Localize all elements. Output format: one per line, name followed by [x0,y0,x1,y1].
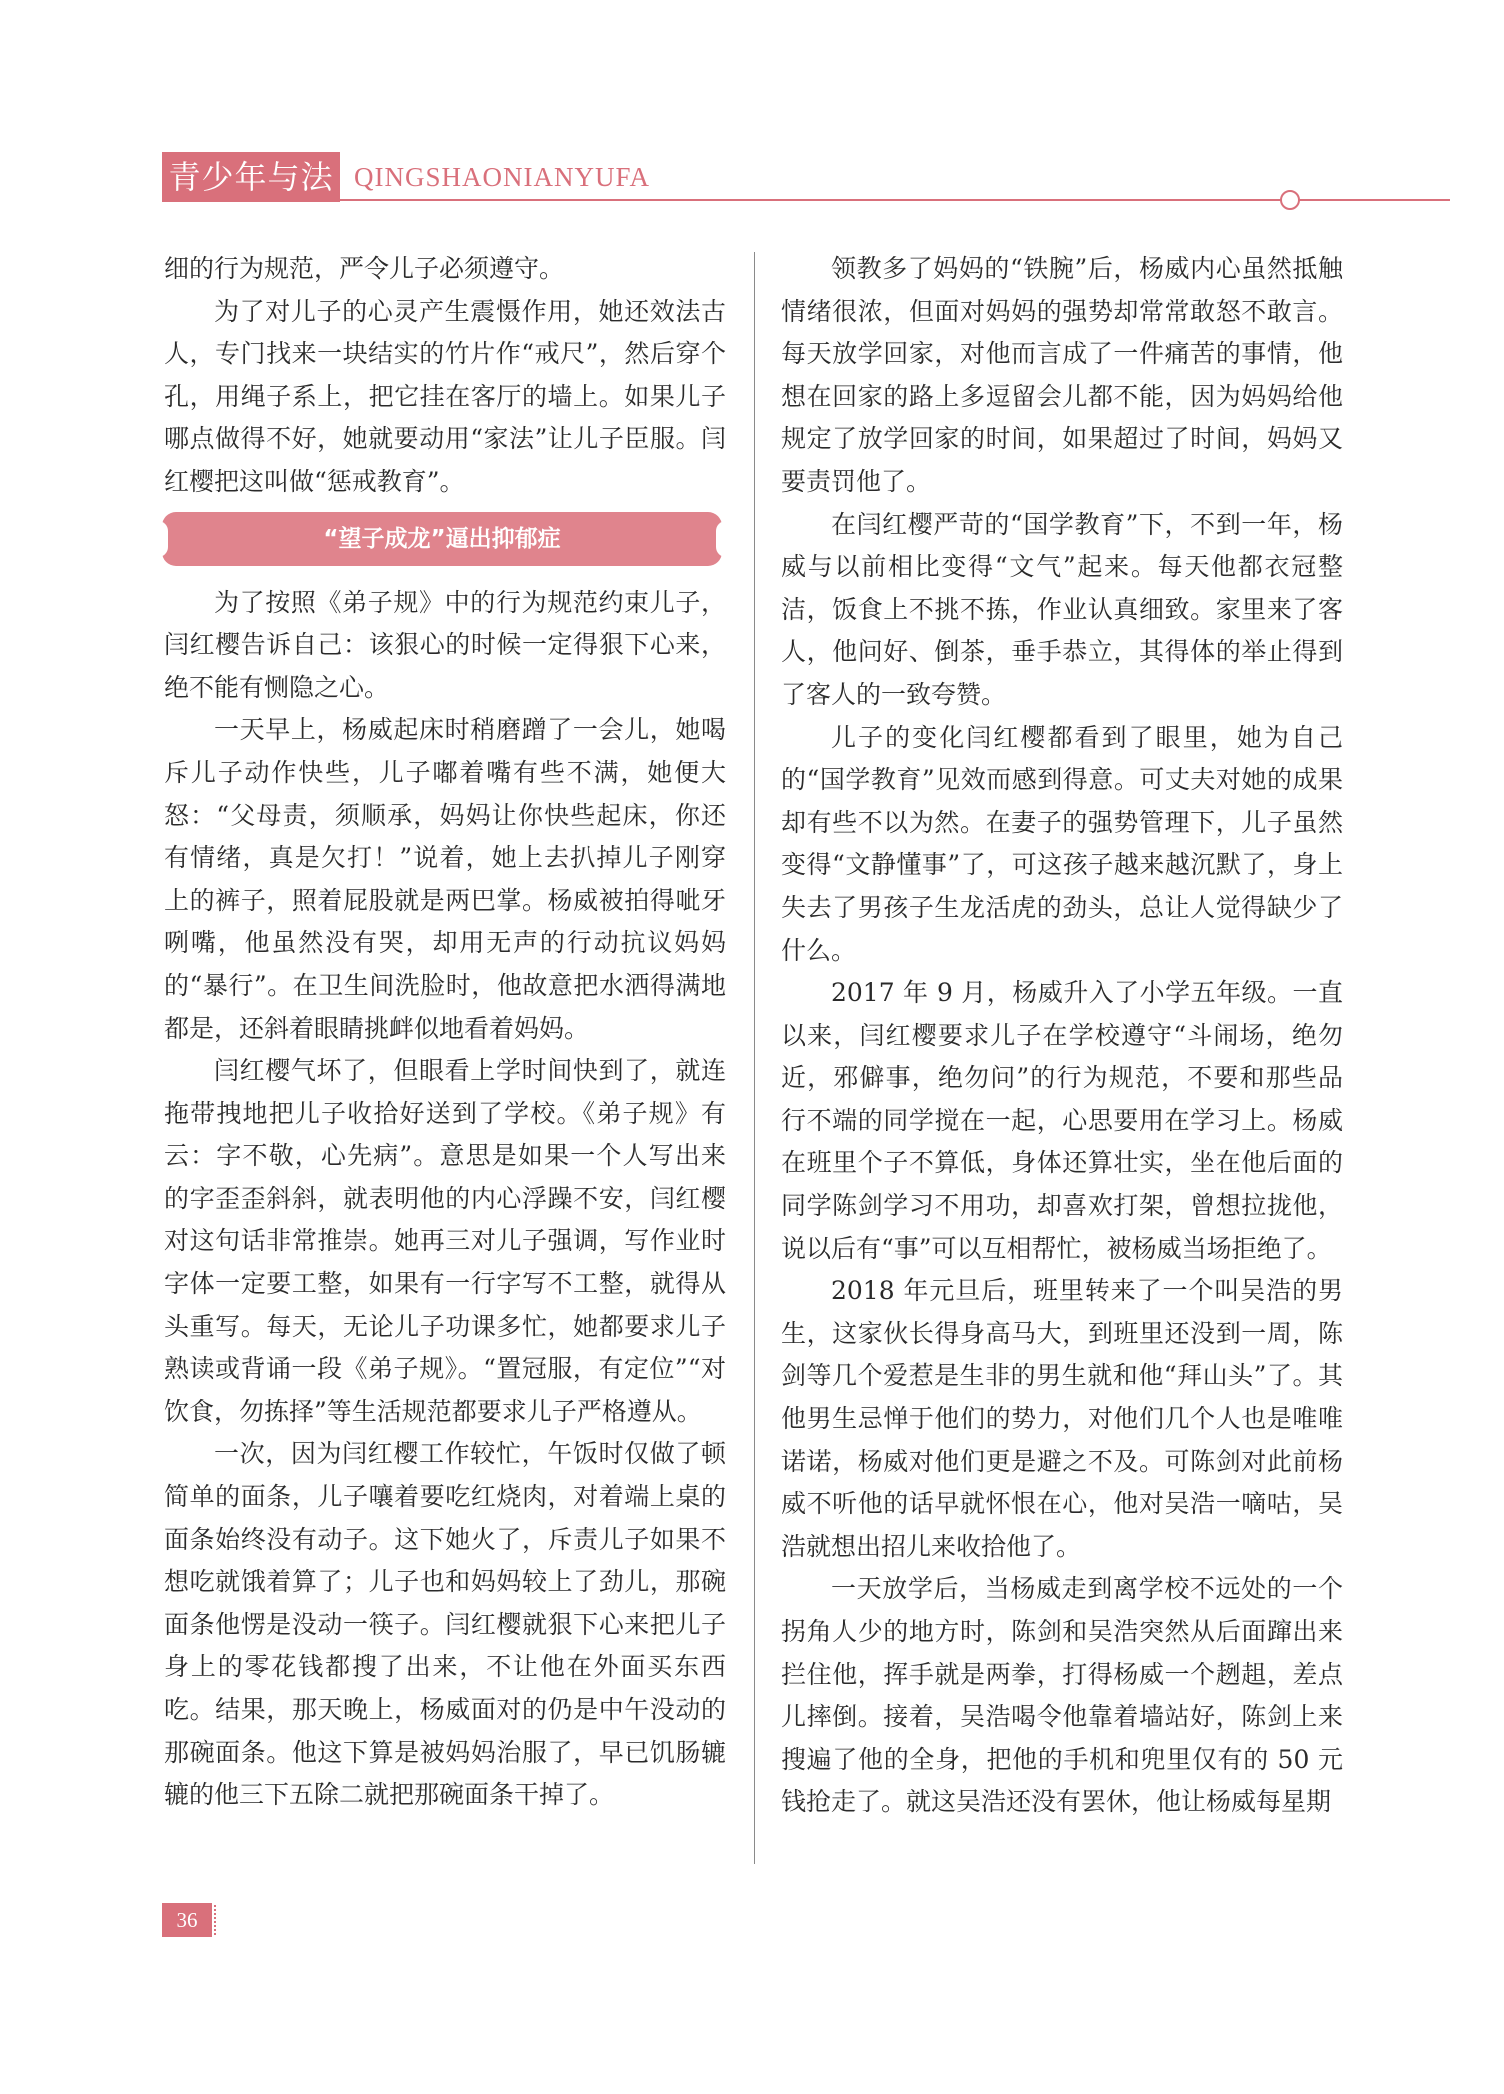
left-column [164,248,726,1817]
paragraph: 儿子的变化闫红樱都看到了眼里，她为自己的“国学教育”见效而感到得意。可丈夫对她的成果却有些不以为然。在妻子的强势管理下，儿子虽然变得“文静懂事”了，可这孩子越来越沉默了，身上失去了男孩子生龙活虎的劲头，总让人觉得缺少了什么。 [781,722,1343,965]
section-heading: “望子成龙”逼出抑郁症 [162,512,722,566]
paragraph: 为了按照《弟子规》中的行为规范约束儿子，闫红樱告诉自己：该狠心的时候一定得狠下心来，绝不能有恻隐之心。 [164,587,726,702]
paragraph: 一天放学后，当杨威走到离学校不远处的一个拐角人少的地方时，陈剑和吴浩突然从后面蹿出来拦住他，挥手就是两拳，打得杨威一个趔趄，差点儿摔倒。接着，吴浩喝令他靠着墙站好，陈剑上来搜遍了他的全身，把他的手机和兜里仅有的 50 元钱抢走了。就这吴浩还没有罢休，他让杨威每星期 [781,1574,1343,1817]
paragraph: 2018 年元旦后，班里转来了一个叫吴浩的男生，这家伙长得身高马大，到班里还没到一周，陈剑等几个爱惹是生非的男生就和他“拜山头”了。其他男生忌惮于他们的势力，对他们几个人也是唯唯诺诺，杨威对他们更是避之不及。可陈剑对此前杨威不听他的话早就怀恨在心，他对吴浩一嘀咕，吴浩就想出招儿来收拾他了。 [781,1276,1343,1561]
header-subtitle: QINGSHAONIANYUFA [354,162,650,192]
page-number-ornament [214,1905,220,1935]
page-number: 36 [162,1903,212,1937]
column-divider [754,252,755,1864]
paragraph: 为了对儿子的心灵产生震慑作用，她还效法古人，专门找来一块结实的竹片作“戒尺”，然后穿个孔，用绳子系上，把它挂在客厅的墙上。如果儿子哪点做得不好，她就要动用“家法”让儿子臣服。闫红樱把这叫做“惩戒教育”。 [164,296,726,496]
page-header [162,152,1302,212]
header-circle-ornament [1280,190,1300,210]
paragraph: 一次，因为闫红樱工作较忙，午饭时仅做了顿简单的面条，儿子嚷着要吃红烧肉，对着端上桌的面条始终没有动子。这下她火了，斥责儿子如果不想吃就饿着算了；儿子也和妈妈较上了劲儿，那碗面条他愣是没动一筷子。闫红樱就狠下心来把儿子身上的零花钱都搜了出来，不让他在外面买东西吃。结果，那天晚上，杨威面对的仍是中午没动的那碗面条。他这下算是被妈妈治服了，早已饥肠辘辘的他三下五除二就把那碗面条干掉了。 [164,1439,726,1810]
right-column [781,248,1343,1824]
paragraph: 在闫红樱严苛的“国学教育”下，不到一年，杨威与以前相比变得“文气”起来。每天他都衣冠整洁，饭食上不挑不拣，作业认真细致。家里来了客人，他问好、倒茶，垂手恭立，其得体的举止得到了客人的一致夸赞。 [781,509,1343,709]
paragraph: 领教多了妈妈的“铁腕”后，杨威内心虽然抵触情绪很浓，但面对妈妈的强势却常常敢怒不敢言。每天放学回家，对他而言成了一件痛苦的事情，他想在回家的路上多逗留会儿都不能，因为妈妈给他规定了放学回家的时间，如果超过了时间，妈妈又要责罚他了。 [781,254,1343,496]
paragraph: 2017 年 9 月，杨威升入了小学五年级。一直以来，闫红樱要求儿子在学校遵守“斗闹场，绝勿近，邪僻事，绝勿问”的行为规范，不要和那些品行不端的同学搅在一起，心思要用在学习上。杨威在班里个子不算低，身体还算壮实，坐在他后面的同学陈剑学习不用功，却喜欢打架，曾想拉拢他，说以后有“事”可以互相帮忙，被杨威当场拒绝了。 [781,978,1343,1263]
paragraph: 细的行为规范，严令儿子必须遵守。 [164,254,565,283]
paragraph: 闫红樱气坏了，但眼看上学时间快到了，就连拖带拽地把儿子收拾好送到了学校。《弟子规》有云：字不敬，心先病”。意思是如果一个人写出来的字歪歪斜斜，就表明他的内心浮躁不安，闫红樱对这句话非常推崇。她再三对儿子强调，写作业时字体一定要工整，如果有一行字写不工整，就得从头重写。每天，无论儿子功课多忙，她都要求儿子熟读或背诵一段《弟子规》。“置冠服，有定位”“对饮食，勿拣择”等生活规范都要求儿子严格遵从。 [164,1056,726,1426]
header-title: 青少年与法 [162,152,340,202]
paragraph: 一天早上，杨威起床时稍磨蹭了一会儿，她喝斥儿子动作快些，儿子嘟着嘴有些不满，她便大怒：“父母责，须顺承，妈妈让你快些起床，你还有情绪，真是欠打！”说着，她上去扒掉儿子刚穿上的裤子，照着屁股就是两巴掌。杨威被拍得呲牙咧嘴，他虽然没有哭，却用无声的行动抗议妈妈的“暴行”。在卫生间洗脸时，他故意把水洒得满地都是，还斜着眼睛挑衅似地看着妈妈。 [164,715,726,1043]
